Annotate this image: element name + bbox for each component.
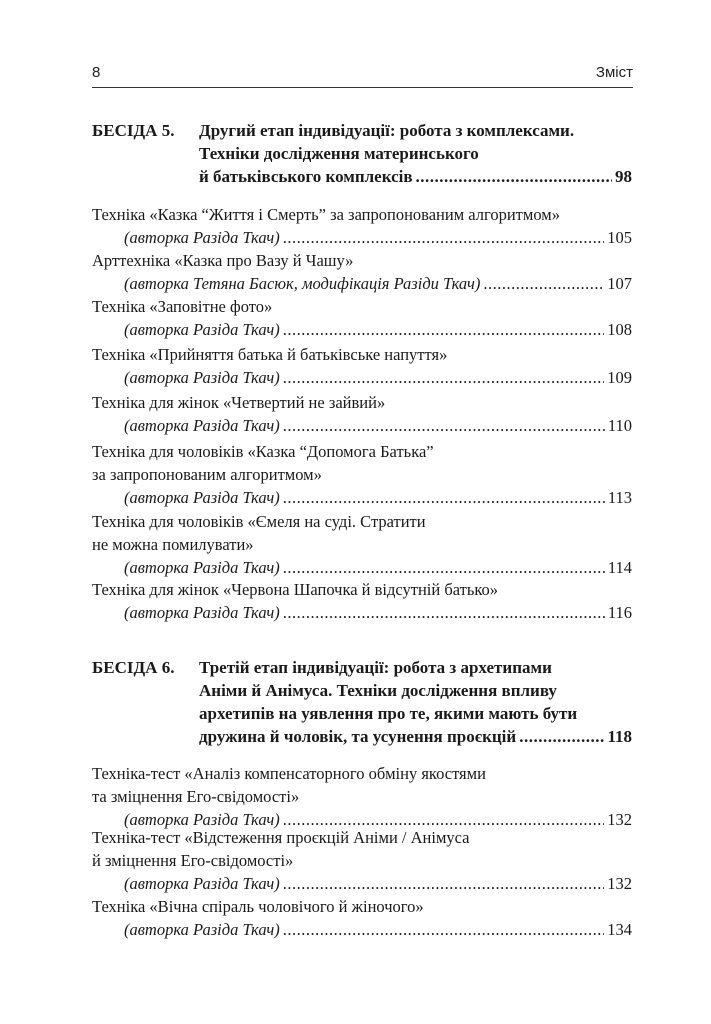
page-ref: 134: [607, 920, 632, 939]
entry-title: Арттехніка «Казка про Вазу й Чашу»: [92, 251, 354, 270]
chapter-title-line: Аніми й Анімуса. Техніки дослідження впливу: [199, 681, 557, 700]
entry-title: Техніка-тест «Відстеження проєкцій Аніми / Анімуса: [92, 828, 470, 847]
dot-leader: [283, 414, 605, 437]
chapter-title-line: Техніки дослідження материнського: [199, 144, 479, 163]
chapter-heading: [92, 656, 632, 748]
entry-title: Техніка для жінок «Четвертий не зайвий»: [92, 393, 386, 412]
toc-entry: [92, 578, 632, 624]
entry-title: та зміцнення Его-свідомості»: [92, 787, 300, 806]
dot-leader: [283, 872, 605, 895]
dot-leader: [283, 918, 605, 941]
entry-title: Техніка «Заповітне фото»: [92, 297, 273, 316]
page-ref: 132: [607, 874, 632, 893]
entry-author: (авторка Разіда Ткач): [124, 228, 280, 247]
page-ref: 98: [615, 167, 632, 186]
toc-entry: [92, 295, 632, 341]
entry-title: Техніка-тест «Аналіз компенсаторного обміну якостями: [92, 764, 486, 783]
toc-entry: [92, 510, 632, 579]
chapter-title-line: архетипів на уявлення про те, якими мають бути: [199, 704, 578, 723]
dot-leader: [283, 486, 605, 509]
entry-author: (авторка Разіда Ткач): [124, 603, 280, 622]
chapter-heading: [92, 119, 632, 188]
page-ref: 118: [607, 727, 632, 746]
toc-entry: [92, 203, 632, 249]
entry-title: Техніка «Вічна спіраль чоловічого й жіночого»: [92, 897, 424, 916]
dot-leader: [519, 725, 604, 748]
entry-author: (авторка Разіда Ткач): [124, 488, 280, 507]
dot-leader: [283, 318, 605, 341]
toc-entry: [92, 440, 632, 509]
running-title: Зміст: [595, 64, 633, 81]
page-ref: 105: [607, 228, 632, 247]
dot-leader: [283, 601, 605, 624]
entry-author: (авторка Разіда Ткач): [124, 810, 280, 829]
chapter-label: БЕСІДА 6.: [92, 658, 175, 677]
toc-entry: [92, 826, 632, 895]
toc-entry: [92, 391, 632, 437]
dot-leader: [416, 165, 612, 188]
page-number: 8: [92, 64, 101, 81]
entry-author: (авторка Тетяна Басюк, модифікація Разіди Ткач): [124, 274, 481, 293]
entry-title: Техніка «Казка “Життя і Смерть” за запропонованим алгоритмом»: [92, 205, 560, 224]
entry-author: (авторка Разіда Ткач): [124, 874, 280, 893]
toc-entry: [92, 343, 632, 389]
page-ref: 107: [607, 274, 632, 293]
chapter-title-line: Другий етап індивідуації: робота з комплексами.: [199, 121, 575, 140]
dot-leader: [283, 226, 605, 249]
chapter-title-line: Третій етап індивідуації: робота з архетипами: [199, 658, 552, 677]
page-ref: 110: [607, 416, 632, 435]
entry-author: (авторка Разіда Ткач): [124, 368, 280, 387]
page-ref: 109: [607, 368, 632, 387]
entry-author: (авторка Разіда Ткач): [124, 416, 280, 435]
entry-title: Техніка для чоловіків «Ємеля на суді. Стратити: [92, 512, 426, 531]
chapter-title-line: й батьківського комплексів: [199, 167, 413, 186]
chapter-title-line: дружина й чоловік, та усунення проєкцій: [199, 727, 517, 746]
header-rule: [92, 87, 633, 88]
entry-title: Техніка для чоловіків «Казка “Допомога Батька”: [92, 442, 434, 461]
page-ref: 116: [607, 603, 632, 622]
dot-leader: [283, 556, 605, 579]
toc-entry: [92, 895, 632, 941]
toc-entry: [92, 762, 632, 831]
entry-author: (авторка Разіда Ткач): [124, 558, 280, 577]
entry-author: (авторка Разіда Ткач): [124, 920, 280, 939]
page-ref: 113: [607, 488, 632, 507]
toc-entry: [92, 249, 632, 295]
entry-author: (авторка Разіда Ткач): [124, 320, 280, 339]
dot-leader: [283, 366, 605, 389]
entry-title: не можна помилувати»: [92, 535, 254, 554]
entry-title: за запропонованим алгоритмом»: [92, 465, 322, 484]
chapter-label: БЕСІДА 5.: [92, 121, 175, 140]
dot-leader: [483, 272, 604, 295]
page-ref: 132: [607, 810, 632, 829]
page-ref: 108: [607, 320, 632, 339]
entry-title: й зміцнення Его-свідомості»: [92, 851, 294, 870]
page-ref: 114: [607, 558, 632, 577]
entry-title: Техніка для жінок «Червона Шапочка й відсутній батько»: [92, 580, 499, 599]
entry-title: Техніка «Прийняття батька й батьківське напуття»: [92, 345, 448, 364]
